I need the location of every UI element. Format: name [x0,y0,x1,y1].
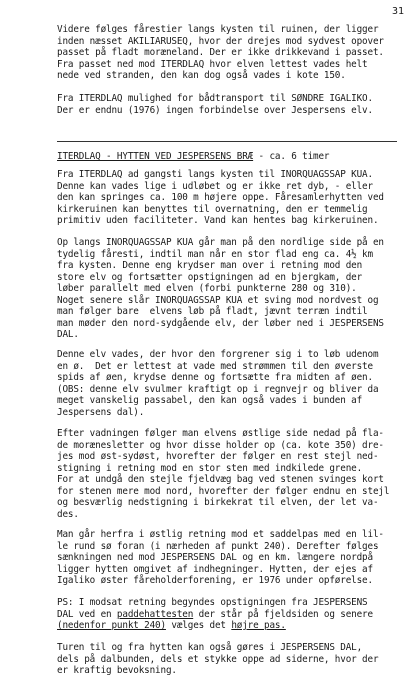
text-line: primitiv uden faciliteter. Vand kan hentes bag kirkeruinen. [57,215,379,226]
text-line: man følger bare elvens løb på fladt, jævnt terræn indtil [57,306,368,317]
underlined-term: paddehattesten [116,608,194,620]
text-line: Denne kan vades lige i udløbet og er ikke ret dyb, - eller [57,180,373,192]
paragraph-river-crossing [57,349,412,418]
text-line: Fra ITERDLAQ ad gangsti langs kysten til INORQUAGSSAP KUA. [57,169,373,180]
text-line: sænkningen ned mod JESPERSENS DAL og en km. længere nordpå [57,552,373,563]
section-heading [57,151,412,163]
text-line [57,620,412,632]
text-line: tydelig fåresti, indtil man når en stor flad eng ca. 4½ km [57,248,373,260]
heading-duration: - ca. 6 timer [253,151,330,162]
paragraph-route-akiliaruseq [57,24,412,82]
text-line: Noget senere slår INORQUAGSSAP KUA et sving mod nordvest og [57,294,379,306]
underlined-term: højre pas. [231,620,286,631]
text-line: For at undgå den stejle fjeldvæg bag ved stenen svinges kort [57,474,384,485]
underlined-term: (nedenfor punkt 240) [57,620,166,631]
text-line: Igaliko øster fåreholderforening, er 1976 under opførelse. [57,575,373,586]
text-line: en ø. Det er lettest at vade med strømmen til den øverste [57,360,373,372]
text-line: store elv og fortsætter opstigningen ad en bjergkam, der [57,271,363,283]
text-line: dels på dalbunden, dels et stykke oppe ad siderne, hvor der [57,653,379,665]
paragraph-alternative-route [57,642,412,677]
text-line: Denne elv vades, der hvor den forgrener sig i to løb udenom [57,349,379,360]
text-line: inden næsset AKILIARUSEQ, hvor der drejes mod sydvest opover [57,35,384,47]
text-line: man møder den nord-sydgående elv, der løber ned i JESPERSENS [57,317,384,329]
text-line: nede ved stranden, den kan dog også vades i kote 150. [57,70,346,81]
paragraph-ps-note [57,597,412,632]
text-line: Der er endnu (1976) ingen forbindelse over Jespersens elv. [57,104,373,116]
paragraph-inorquagssap [57,169,412,227]
text-line: Efter vadningen følger man elvens østlige side nedad på fla- [57,428,384,439]
section-heading-text [57,151,412,163]
text-line: er kraftig bevoksning. [57,665,177,676]
text-line: spids af øen, krydse denne og fortsætte fra midten af øen. [57,372,373,383]
text-line [57,609,412,621]
text-line: le rund sø foran (i nærheden af punkt 240). Derefter følges [57,540,379,552]
section-divider [57,141,397,142]
text-line: Jespersens dal). [57,406,145,418]
paragraph-saddle-pass [57,529,412,587]
paragraph-up-the-river [57,237,412,341]
text-line: Fra ITERDLAQ mulighed for bådtransport til SØNDRE IGALIKO. [57,93,373,104]
text-line: meget vanskelig passabel, den kan også vades i bunden af [57,395,363,406]
text-line: den kan springes ca. 100 m højere oppe. Fåresamlerhytten ved [57,192,384,203]
text-fragment: vælges det [165,620,232,631]
text-line: de morænesletter og hvor disse holder op (ca. kote 350) dre- [57,439,384,451]
paragraph-boat-transport [57,93,412,116]
text-line: Op langs INORQUAGSSAP KUA går man på den nordlige side på en [57,237,384,248]
text-line: DAL. [57,329,79,340]
text-line: Fra passet ned mod ITERDLAQ hvor elven lettest vades helt [57,58,368,70]
text-line: løber parallelt med elven (forbi punkterne 280 og 310). [57,283,357,294]
text-line: og besværlig nedstigning i birkekrat til elven, der let va- [57,497,379,508]
page-number: 31 [391,6,404,17]
text-line: Videre følges fårestier langs kysten til ruinen, der ligger [57,24,379,35]
text-line: stigning i retning mod en stor sten med indkilede grene. [57,462,363,474]
text-line: for stenen mere mod nord, hvorefter der følger endnu en stejl [57,485,390,497]
text-line: Man går herfra i østlig retning mod et saddelpas med en lil- [57,529,384,540]
paragraph-descent [57,428,412,520]
text-fragment: der står på fjeldsiden og senere [193,608,373,620]
text-line: jes mod øst-sydøst, hvorefter der følger en rest stejl ned- [57,451,379,462]
text-line: (OBS: denne elv svulmer kraftigt op i regnvejr og bliver da [57,383,379,395]
text-line: PS: I modsat retning begyndes opstigningen fra JESPERSENS [57,597,368,608]
text-line: fra kysten. Denne eng krydser man over i retning mod den [57,260,363,271]
text-line: Turen til og fra hytten kan også gøres i JESPERSENS DAL, [57,642,363,653]
text-line: ligger hytten omgivet af indhegninger. Hytten, der ejes af [57,563,373,575]
text-line: kirkeruinen kan benyttes til overnatning, den er temmelig [57,203,368,215]
heading-underlined: ITERDLAQ - HYTTEN VED JESPERSENS BRÆ [57,151,254,162]
text-fragment: DAL ved en [57,608,117,620]
text-line: passet på fladt moræneland. Der er ikke drikkevand i passet. [57,47,384,58]
text-line: des. [57,508,79,520]
